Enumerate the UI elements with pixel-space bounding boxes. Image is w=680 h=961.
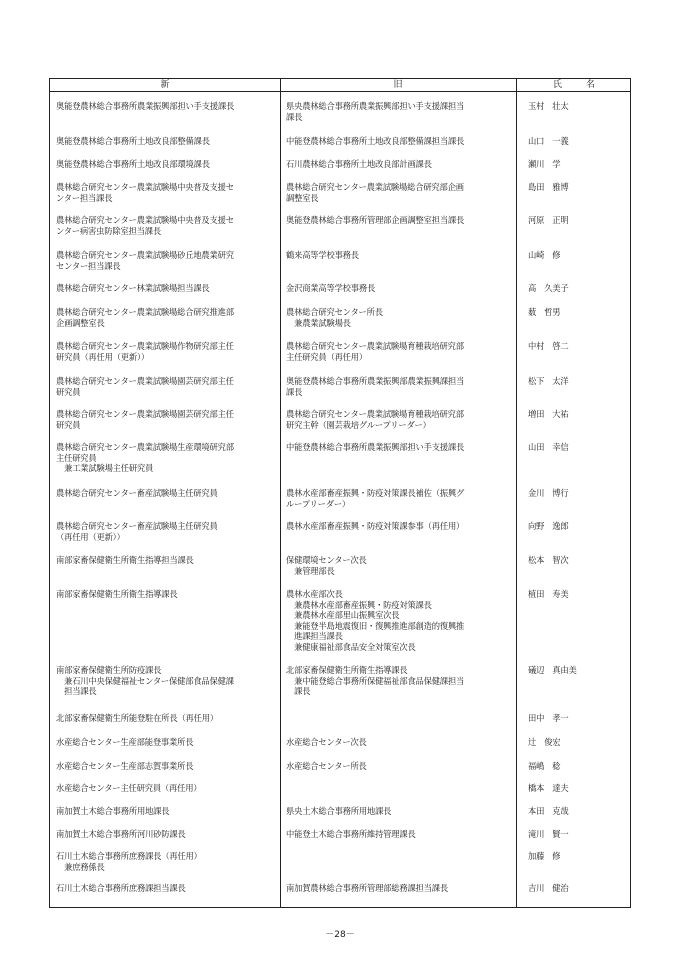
cell-new-position: 農林総合研究センター畜産試験場主任研究員 — [56, 488, 218, 498]
cell-person-name: 向野 逸郎 — [528, 521, 569, 531]
cell-person-name: 増田 大祐 — [528, 409, 569, 419]
cell-person-name: 中村 啓二 — [528, 341, 569, 351]
cell-new-position: 農林総合研究センター農業試験場総合研究推進部 企画調整室長 — [56, 307, 234, 328]
header-old: 旧 — [393, 80, 403, 90]
cell-new-position: 奥能登農林総合事務所農業振興部担い手支援課長 — [56, 101, 235, 111]
cell-old-position: 北部家畜保健衛生所衛生指導課長 兼中能登総合事務所保健福祉部食品保健課担当 課長 — [286, 665, 465, 696]
cell-person-name: 河原 正明 — [528, 215, 569, 225]
cell-person-name: 瀬川 学 — [528, 159, 561, 169]
header-name: 氏名 — [552, 80, 619, 90]
cell-new-position: 農林総合研究センター林業試験場担当課長 — [56, 283, 210, 293]
cell-old-position: 奥能登農林総合事務所管理部企画調整室担当課長 — [286, 215, 465, 225]
cell-new-position: 南加賀土木総合事務所河川砂防課長 — [56, 829, 186, 839]
cell-old-position: 保健環境センター次長 兼管理部長 — [286, 555, 367, 576]
cell-person-name: 山田 幸信 — [528, 442, 569, 452]
cell-new-position: 北部家畜保健衛生所能登駐在所長（再任用） — [56, 713, 218, 723]
cell-new-position: 農林総合研究センター農業試験場作物研究部主任 研究員（再任用（更新）） — [56, 341, 234, 362]
cell-person-name: 松本 智次 — [528, 555, 569, 565]
cell-old-position: 農林総合研究センター所長 兼農業試験場長 — [286, 307, 383, 328]
cell-new-position: 農林総合研究センター農業試験場園芸研究部主任 研究員 — [56, 376, 234, 397]
cell-new-position: 農林総合研究センター農業試験場砂丘地農業研究 センター担当課長 — [56, 250, 234, 271]
cell-person-name: 礒辺 真由美 — [528, 665, 577, 675]
cell-new-position: 南部家畜保健衛生所防疫課長 兼石川中央保健福祉センター保健部食品保健課 担当課長 — [56, 665, 234, 696]
header-new: 新 — [160, 80, 170, 90]
cell-new-position: 水産総合センター主任研究員（再任用） — [56, 783, 202, 793]
cell-person-name: 薮 哲男 — [528, 307, 561, 317]
cell-new-position: 南部家畜保健衛生所衛生指導課長 — [56, 589, 178, 599]
cell-person-name: 山口 一義 — [528, 136, 569, 146]
cell-person-name: 吉川 健治 — [528, 883, 569, 893]
cell-old-position: 南加賀農林総合事務所管理部総務課担当課長 — [286, 883, 448, 893]
cell-old-position: 水産総合センター所長 — [286, 761, 367, 771]
page-number: －28－ — [325, 930, 355, 940]
cell-old-position: 中能登農林総合事務所農業振興部担い手支援課長 — [286, 442, 465, 452]
cell-person-name: 福嶋 稔 — [528, 761, 561, 771]
column-divider — [516, 79, 517, 907]
cell-new-position: 農林総合研究センター農業試験場中央普及支援セ ンター担当課長 — [56, 182, 234, 203]
cell-person-name: 松下 太洋 — [528, 376, 569, 386]
cell-person-name: 本田 克哉 — [528, 806, 569, 816]
cell-old-position: 鶴来高等学校事務長 — [286, 250, 359, 260]
cell-new-position: 水産総合センター生産部能登事業所長 — [56, 737, 194, 747]
cell-old-position: 農林総合研究センター農業試験場育種栽培研究部 主任研究員（再任用） — [286, 341, 464, 362]
table-header — [50, 79, 630, 92]
cell-new-position: 農林総合研究センター農業試験場中央普及支援セ ンター病害虫防除室担当課長 — [56, 215, 234, 236]
column-divider — [280, 79, 281, 907]
cell-person-name: 滝川 賢一 — [528, 829, 569, 839]
cell-new-position: 石川土木総合事務所庶務課長（再任用） 兼庶務係長 — [56, 851, 202, 872]
cell-new-position: 奥能登農林総合事務所土地改良部整備課長 — [56, 136, 210, 146]
cell-person-name: 辻 俊宏 — [528, 737, 561, 747]
personnel-table — [49, 78, 631, 908]
cell-person-name: 島田 雅博 — [528, 182, 569, 192]
cell-person-name: 玉村 壮太 — [528, 101, 569, 111]
cell-new-position: 石川土木総合事務所庶務課担当課長 — [56, 883, 186, 893]
cell-old-position: 中能登農林総合事務所土地改良部整備課担当課長 — [286, 136, 465, 146]
cell-old-position: 中能登土木総合事務所維持管理課長 — [286, 829, 416, 839]
cell-old-position: 農林水産部次長 兼農林水産部畜産振興・防疫対策課長 兼農林水産部里山振興室次長 兼能登半島地震復旧・復興推進部創造的復興推 進課担当課長 兼健康福祉部食品安全対策室次長 — [286, 589, 465, 652]
cell-person-name: 金川 博行 — [528, 488, 569, 498]
cell-old-position: 農林総合研究センター農業試験場育種栽培研究部 研究主幹（園芸栽培グループリーダー） — [286, 409, 464, 430]
cell-new-position: 南加賀土木総合事務所用地課長 — [56, 806, 170, 816]
cell-person-name: 山崎 修 — [528, 250, 561, 260]
cell-old-position: 奥能登農林総合事務所農業振興部農業振興課担当 課長 — [286, 376, 465, 397]
cell-new-position: 南部家畜保健衛生所衛生指導担当課長 — [56, 555, 194, 565]
cell-old-position: 県央農林総合事務所農業振興部担い手支援課担当 課長 — [286, 101, 465, 122]
cell-old-position: 県央土木総合事務所用地課長 — [286, 806, 392, 816]
cell-new-position: 農林総合研究センター農業試験場園芸研究部主任 研究員 — [56, 409, 234, 430]
cell-new-position: 奥能登農林総合事務所土地改良部環境課長 — [56, 159, 210, 169]
cell-old-position: 農林水産部畜産振興・防疫対策課長補佐（振興グ ループリーダー） — [286, 488, 465, 509]
cell-person-name: 橋本 達夫 — [528, 783, 569, 793]
cell-person-name: 加藤 修 — [528, 851, 561, 861]
cell-old-position: 水産総合センター次長 — [286, 737, 367, 747]
cell-new-position: 農林総合研究センター農業試験場生産環境研究部 主任研究員 兼工業試験場主任研究員 — [56, 442, 234, 473]
cell-old-position: 金沢商業高等学校事務長 — [286, 283, 376, 293]
cell-person-name: 田中 孝一 — [528, 713, 569, 723]
cell-person-name: 高 久美子 — [528, 283, 569, 293]
cell-old-position: 石川農林総合事務所土地改良部計画課長 — [286, 159, 432, 169]
cell-new-position: 水産総合センター生産部志賀事業所長 — [56, 761, 194, 771]
cell-old-position: 農林総合研究センター農業試験場総合研究部企画 調整室長 — [286, 182, 464, 203]
cell-new-position: 農林総合研究センター畜産試験場主任研究員 （再任用（更新）） — [56, 521, 218, 542]
cell-person-name: 植田 寿美 — [528, 589, 569, 599]
cell-old-position: 農林水産部畜産振興・防疫対策課参事（再任用） — [286, 521, 465, 531]
